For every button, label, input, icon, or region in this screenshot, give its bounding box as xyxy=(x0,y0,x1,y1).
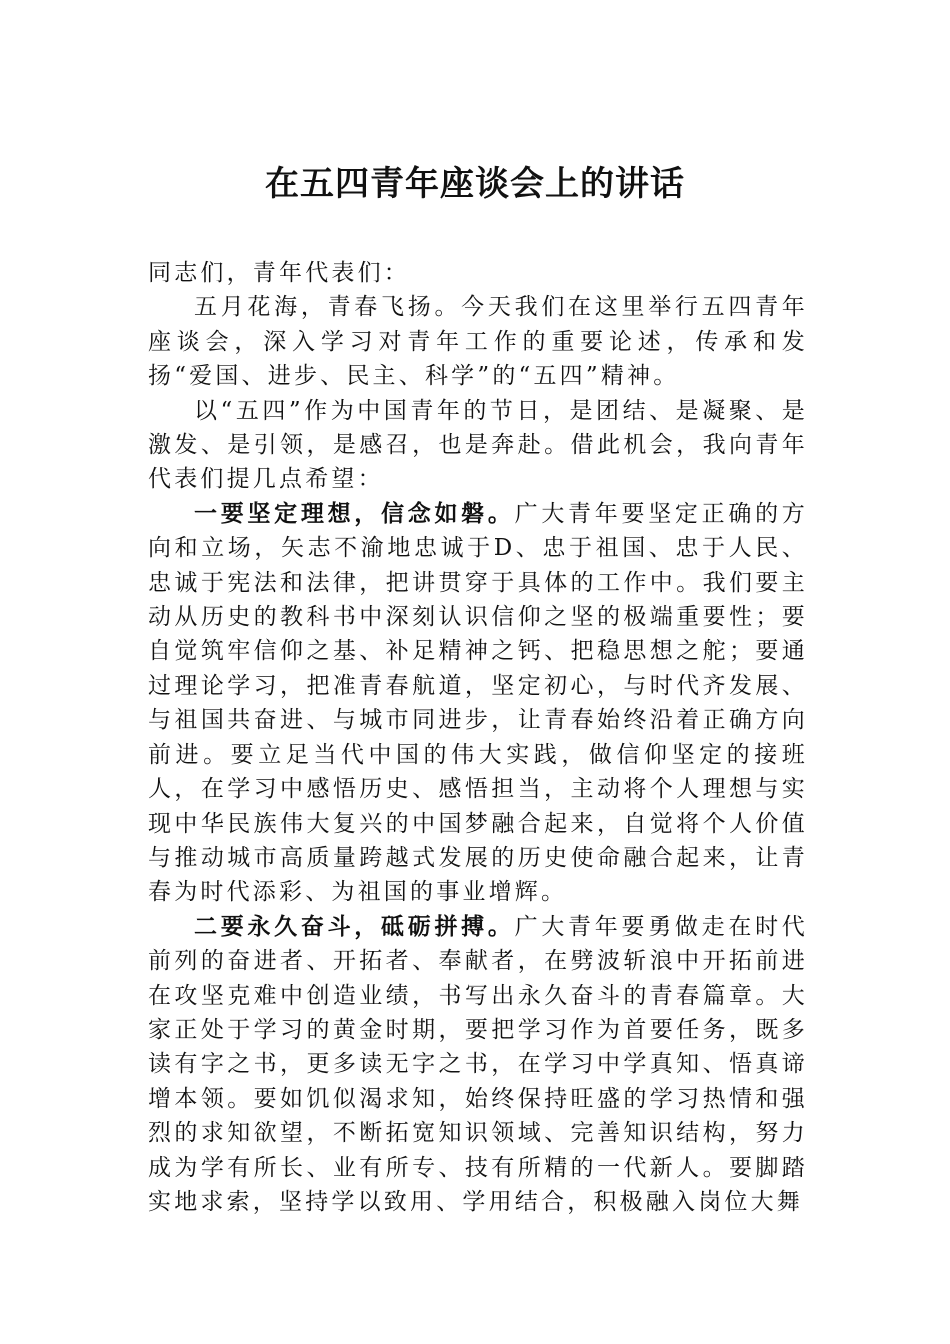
paragraph-text: 以“五四”作为中国青年的节日，是团结、是凝聚、是激发、是引领，是感召，也是奔赴。借此机会，我向青年代表们提几点希望： xyxy=(148,397,808,493)
paragraph-text: 广大青年要坚定正确的方向和立场，矢志不渝地忠诚于D、忠于祖国、忠于人民、忠诚于宪法和法律，把讲贯穿于具体的工作中。我们要主动从历史的教科书中深刻认识信仰之坚的极端重要性；要自觉筑牢信仰之基、补足精神之钙、把稳思想之舵；要通过理论学习，把准青春航道，坚定初心，与时代齐发展、与祖国共奋进、与城市同进步，让青春始终沿着正确方向前进。要立足当代中国的伟大实践，做信仰坚定的接班人，在学习中感悟历史、感悟担当，主动将个人理想与实现中华民族伟大复兴的中国梦融合起来，自觉将个人价值与推动城市高质量跨越式发展的历史使命融合起来，让青春为时代添彩、为祖国的事业增辉。 xyxy=(148,500,809,906)
document-body xyxy=(148,256,808,1219)
paragraph-opening xyxy=(148,290,808,393)
document-title: 在五四青年座谈会上的讲话 xyxy=(265,164,685,204)
paragraph-lead-heading: 二要永久奋斗，砥砺拼搏。 xyxy=(194,912,515,940)
paragraph-first-hope xyxy=(148,497,808,910)
paragraph-lead-heading: 一要坚定理想，信念如磐。 xyxy=(194,499,515,527)
paragraph-hopes-intro xyxy=(148,394,808,497)
paragraph-second-hope xyxy=(148,910,808,1220)
paragraph-text: 五月花海，青春飞扬。今天我们在这里举行五四青年座谈会，深入学习对青年工作的重要论述，传承和发扬“爱国、进步、民主、科学”的“五四”精神。 xyxy=(148,294,808,390)
salutation: 同志们，青年代表们： xyxy=(148,260,410,286)
paragraph-text: 广大青年要勇做走在时代前列的奋进者、开拓者、奉献者，在劈波斩浪中开拓前进在攻坚克难中创造业绩，书写出永久奋斗的青春篇章。大家正处于学习的黄金时期，要把学习作为首要任务，既多读有字之书，更多读无字之书，在学习中学真知、悟真谛增本领。要如饥似渴求知，始终保持旺盛的学习热情和强烈的求知欲望，不断拓宽知识领域、完善知识结构，努力成为学有所长、业有所专、技有所精的一代新人。要脚踏实地求索，坚持学以致用、学用结合，积极融入岗位大舞 xyxy=(148,913,809,1215)
